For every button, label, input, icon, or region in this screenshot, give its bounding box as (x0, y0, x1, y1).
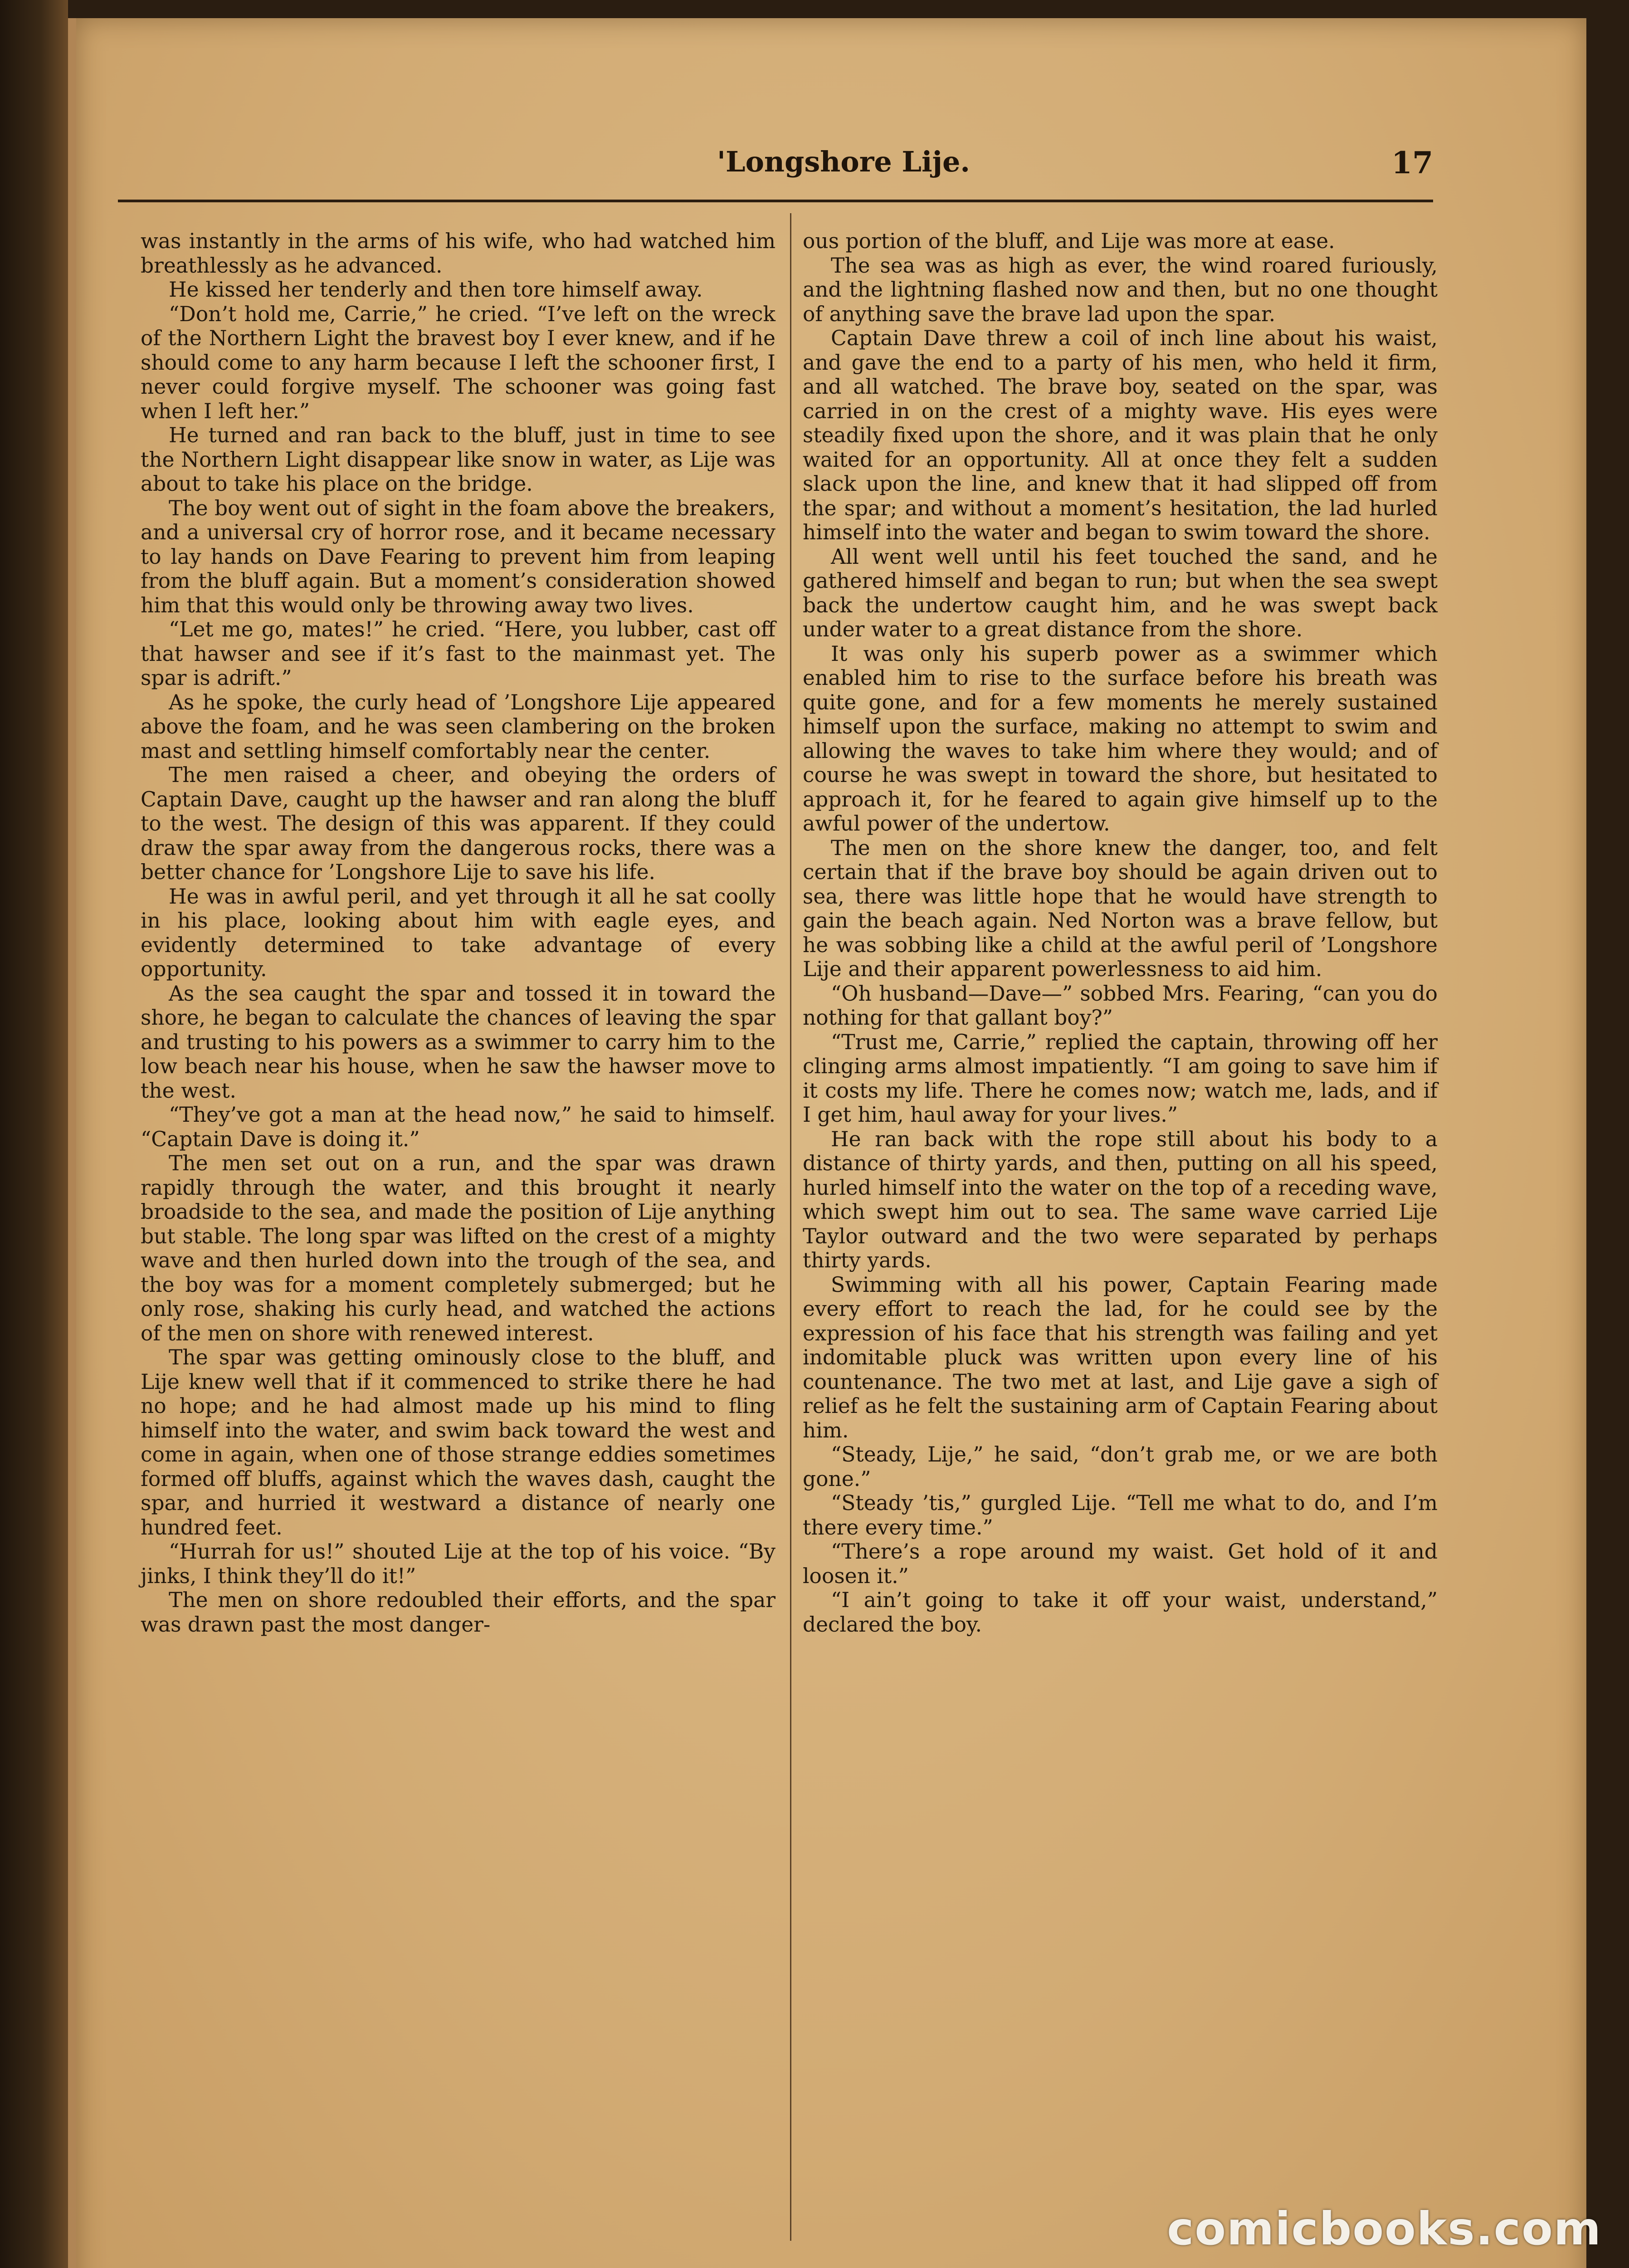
paragraph: “Let me go, mates!” he cried. “Here, you lubber, cast off that hawser and see if it’s fast to the mainmast yet. The spar is adrift.” (141, 617, 775, 690)
page-number: 17 (1391, 145, 1433, 181)
paragraph: The men on shore redoubled their efforts, and the spar was drawn past the most danger- (141, 1588, 775, 1637)
left-column (141, 229, 775, 1637)
paragraph: As he spoke, the curly head of ’Longshore Lije appeared above the foam, and he was seen clambering on the broken mast and settling himself comfortably near the center. (141, 690, 775, 763)
paragraph: He kissed her tenderly and then tore himself away. (169, 278, 703, 302)
paragraph: ous portion of the bluff, and Lije was more at ease. (803, 229, 1335, 253)
paragraph: “Steady ’tis,” gurgled Lije. “Tell me what to do, and I’m there every time.” (803, 1491, 1438, 1540)
paragraph: All went well until his feet touched the sand, and he gathered himself and began to run; but when the sea swept back the undertow caught him, and he was swept back under water to a great distance from the shore. (803, 544, 1438, 641)
paragraph: “Steady, Lije,” he said, “don’t grab me, or we are both gone.” (803, 1442, 1438, 1491)
header-rule (118, 200, 1433, 202)
running-header (118, 136, 1433, 191)
column-divider (790, 213, 791, 2241)
paragraph: “There’s a rope around my waist. Get hold of it and loosen it.” (803, 1540, 1438, 1588)
paragraph: “Don’t hold me, Carrie,” he cried. “I’ve left on the wreck of the Northern Light the bravest boy I ever knew, and if he should come to any harm because I left the schooner first, I never could forgive myself. The schooner was going fast when I left her.” (141, 302, 775, 423)
paragraph: The men set out on a run, and the spar was drawn rapidly through the water, and this brought it nearly broadside to the sea, and made the position of Lije anything but stable. The long spar was lifted on the crest of a mighty wave and then hurled down into the trough of the sea, and the boy was for a moment completely submerged; but he only rose, shaking his curly head, and watched the actions of the men on shore with renewed interest. (141, 1151, 775, 1345)
paragraph: “I ain’t going to take it off your waist, understand,” declared the boy. (803, 1588, 1438, 1637)
running-title: 'Longshore Lije. (717, 145, 970, 178)
paragraph: He was in awful peril, and yet through it all he sat coolly in his place, looking about him with eagle eyes, and evidently determined to take advantage of every opportunity. (141, 884, 775, 981)
paragraph: It was only his superb power as a swimmer which enabled him to rise to the surface before his breath was quite gone, and for a few moments he merely sustained himself upon the surface, making no attempt to swim and allowing the waves to take him where they would; and of course he was swept in toward the shore, but hesitated to approach it, for he feared to again give himself up to the awful power of the undertow. (803, 641, 1438, 836)
paragraph: The boy went out of sight in the foam above the breakers, and a universal cry of horror rose, and it became necessary to lay hands on Dave Fearing to prevent him from leaping from the bluff again. But a moment’s consideration showed him that this would only be throwing away two lives. (141, 496, 775, 617)
paragraph: Swimming with all his power, Captain Fearing made every effort to reach the lad, for he could see by the expression of his face that his strength was failing and yet indomitable pluck was written upon every line of his countenance. The two met at last, and Lije gave a sigh of relief as he felt the sustaining arm of Captain Fearing about him. (803, 1272, 1438, 1442)
right-column (803, 229, 1438, 1637)
paragraph: The spar was getting ominously close to the bluff, and Lije knew well that if it commenced to strike there he had no hope; and he had almost made up his mind to fling himself into the water, and swim back toward the west and come in again, when one of those strange eddies sometimes formed off bluffs, against which the waves dash, caught the spar, and hurried it westward a distance of nearly one hundred feet. (141, 1345, 775, 1540)
paragraph: The sea was as high as ever, the wind roared furiously, and the lightning flashed now and then, but no one thought of anything save the brave lad upon the spar. (803, 253, 1438, 326)
paragraph: The men on the shore knew the danger, too, and felt certain that if the brave boy should be again driven out to sea, there was little hope that he would have strength to gain the beach again. Ned Norton was a brave fellow, but he was sobbing like a child at the awful peril of ’Longshore Lije and their apparent powerlessness to aid him. (803, 836, 1438, 981)
watermark: comicbooks.com (1167, 2202, 1602, 2255)
book-gutter (0, 0, 68, 2268)
paragraph: As the sea caught the spar and tossed it in toward the shore, he began to calculate the chances of leaving the spar and trusting to his powers as a swimmer to carry him to the low beach near his house, when he saw the hawser move to the west. (141, 981, 775, 1103)
paragraph: “Oh husband—Dave—” sobbed Mrs. Fearing, “can you do nothing for that gallant boy?” (803, 981, 1438, 1030)
paragraph: “Hurrah for us!” shouted Lije at the top of his voice. “By jinks, I think they’ll do it!” (141, 1540, 775, 1588)
paragraph: was instantly in the arms of his wife, who had watched him breathlessly as he advanced. (141, 229, 775, 278)
paragraph: “They’ve got a man at the head now,” he said to himself. “Captain Dave is doing it.” (141, 1103, 775, 1151)
paragraph: “Trust me, Carrie,” replied the captain, throwing off her clinging arms almost impatiently. “I am going to save him if it costs my life. There he comes now; watch me, lads, and if I get him, haul away for your lives.” (803, 1030, 1438, 1127)
paragraph: He ran back with the rope still about his body to a distance of thirty yards, and then, putting on all his speed, hurled himself into the water on the top of a receding wave, which swept him out to sea. The same wave carried Lije Taylor outward and the two were separated by perhaps thirty yards. (803, 1127, 1438, 1272)
paragraph: Captain Dave threw a coil of inch line about his waist, and gave the end to a party of his men, who held it firm, and all watched. The brave boy, seated on the spar, was carried in on the crest of a mighty wave. His eyes were steadily fixed upon the shore, and it was plain that he only waited for an opportunity. All at once they felt a sudden slack upon the line, and knew that it had slipped off from the spar; and without a moment’s hesitation, the lad hurled himself into the water and began to swim toward the shore. (803, 326, 1438, 544)
paragraph: He turned and ran back to the bluff, just in time to see the Northern Light disappear like snow in water, as Lije was about to take his place on the bridge. (141, 423, 775, 496)
paragraph: The men raised a cheer, and obeying the orders of Captain Dave, caught up the hawser and ran along the bluff to the west. The design of this was apparent. If they could draw the spar away from the dangerous rocks, there was a better chance for ’Longshore Lije to save his life. (141, 763, 775, 884)
